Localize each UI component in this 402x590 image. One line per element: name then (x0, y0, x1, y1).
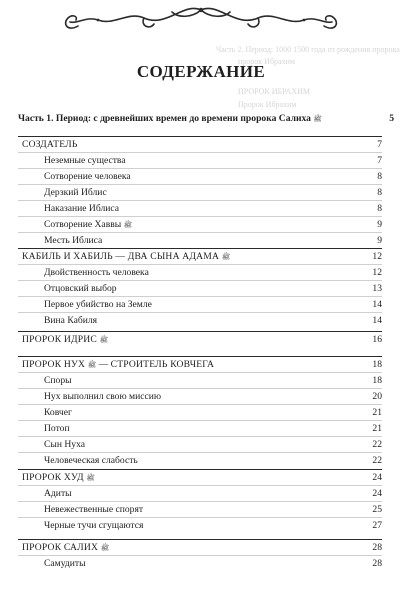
toc-entry[interactable] (18, 264, 382, 280)
entry-title: Самудиты (44, 558, 86, 569)
toc-section-heading[interactable] (18, 249, 382, 264)
toc-section-heading[interactable] (18, 540, 382, 555)
entry-title: Неземные существа (44, 155, 126, 166)
toc-entry[interactable] (18, 555, 382, 571)
salutation-mark: ﷺ (100, 544, 110, 552)
page-number: 8 (377, 203, 382, 214)
entry-title: Адиты (44, 488, 72, 499)
toc-entry[interactable] (18, 200, 382, 216)
page-number: 21 (372, 407, 382, 418)
toc-entry[interactable] (18, 280, 382, 296)
toc-entry[interactable] (18, 152, 382, 168)
toc-section (18, 539, 382, 571)
toc-section-heading[interactable] (18, 332, 382, 347)
page-number: 20 (372, 391, 382, 402)
page-number: 18 (372, 359, 382, 370)
page-number: 9 (377, 219, 382, 230)
toc-entry[interactable] (18, 485, 382, 501)
entry-title: Вина Кабиля (44, 315, 98, 326)
salutation-mark: ﷺ (99, 336, 109, 344)
part-page-number: 5 (389, 113, 394, 124)
section-title: ПРОРОК ИДРИС (22, 334, 98, 345)
page-number: 18 (372, 375, 382, 386)
entry-title: Дерзкий Иблис (44, 187, 107, 198)
entry-title: Споры (44, 375, 72, 386)
entry-title: Человеческая слабость (44, 455, 138, 466)
toc-section (18, 331, 382, 347)
page-number: 16 (372, 334, 382, 345)
page-number: 25 (372, 504, 382, 515)
entry-title: Сотворение Хаввы (44, 219, 122, 230)
toc-entry[interactable] (18, 501, 382, 517)
salutation-mark: ﷺ (86, 474, 95, 482)
section-title: ПРОРОК ХУД (22, 472, 84, 483)
toc-entry[interactable] (18, 296, 382, 312)
page-number: 28 (372, 558, 382, 569)
toc-entry[interactable] (18, 388, 382, 404)
toc-section-heading[interactable] (18, 470, 382, 485)
salutation-mark: ﷺ (123, 221, 133, 229)
toc-entry[interactable] (18, 420, 382, 436)
entry-title: Потоп (44, 423, 70, 434)
toc-section-heading[interactable] (18, 357, 382, 372)
toc-entry[interactable] (18, 517, 382, 533)
bleed-through-line: Пророк Ибрахим (238, 100, 297, 109)
section-title-suffix: — СТРОИТЕЛЬ КОВЧЕГА (98, 359, 215, 370)
toc-entry[interactable] (18, 232, 382, 248)
page-number: 21 (372, 423, 382, 434)
bleed-through-line: пророк Ибрахим (238, 57, 295, 66)
toc-section (18, 136, 382, 248)
page-number: 7 (377, 139, 382, 150)
toc-entry[interactable] (18, 436, 382, 452)
section-title: СОЗДАТЕЛЬ (22, 139, 78, 150)
page-number: 8 (377, 171, 382, 182)
entry-title: Первое убийство на Земле (44, 299, 152, 310)
page-number: 28 (372, 542, 382, 553)
toc-entry[interactable] (18, 372, 382, 388)
bleed-through-line: ПРОРОК ИБРАХИМ (238, 87, 311, 96)
entry-title: Сотворение человека (44, 171, 131, 182)
part-heading[interactable] (18, 113, 394, 125)
entry-title: Наказание Иблиса (44, 203, 120, 214)
page-number: 12 (372, 267, 382, 278)
page-number: 14 (372, 299, 382, 310)
entry-title: Сын Нуха (44, 439, 86, 450)
salutation-mark: ﷺ (221, 253, 231, 261)
entry-title: Отцовский выбор (44, 283, 117, 294)
page-number: 27 (372, 520, 382, 531)
entry-title: Ковчег (44, 407, 72, 418)
page-number: 22 (372, 439, 382, 450)
toc-entry[interactable] (18, 404, 382, 420)
page-number: 24 (372, 488, 382, 499)
salutation-mark: ﷺ (87, 361, 97, 369)
section-title: ПРОРОК САЛИХ (22, 542, 99, 553)
page-number: 8 (377, 187, 382, 198)
toc-entry[interactable] (18, 184, 382, 200)
page-number: 22 (372, 455, 382, 466)
toc-entry[interactable] (18, 452, 382, 468)
section-title: КАБИЛЬ И ХАБИЛЬ — ДВА СЫНА АДАМА (22, 251, 220, 262)
page-title: СОДЕРЖАНИЕ (136, 62, 266, 81)
entry-title: Нух выполнил свою миссию (44, 391, 162, 402)
toc-entry[interactable] (18, 312, 382, 328)
ornament-header (58, 4, 344, 34)
entry-title: Невежественные спорят (44, 504, 144, 515)
page-number: 7 (377, 155, 382, 166)
page-number: 9 (377, 235, 382, 246)
bleed-through-line: Часть 2. Период: 1000 1500 года от рождения пророка (216, 45, 400, 54)
toc-entry[interactable] (18, 168, 382, 184)
toc-section (18, 356, 382, 468)
page-number: 13 (372, 283, 382, 294)
toc-section (18, 469, 382, 533)
entry-title: Месть Иблиса (44, 235, 103, 246)
toc-entry[interactable] (18, 216, 382, 232)
toc-section (18, 248, 382, 328)
entry-title: Черные тучи сгущаются (44, 520, 144, 531)
section-title: ПРОРОК НУХ (22, 359, 86, 370)
part-title: Часть 1. Период: с древнейших времен до времени пророка Салиха (18, 113, 311, 124)
page-number: 24 (372, 472, 382, 483)
salutation-mark: ﷺ (313, 115, 322, 123)
page-number: 12 (372, 251, 382, 262)
toc-section-heading[interactable] (18, 137, 382, 152)
entry-title: Двойственность человека (44, 267, 149, 278)
page-number: 14 (372, 315, 382, 326)
